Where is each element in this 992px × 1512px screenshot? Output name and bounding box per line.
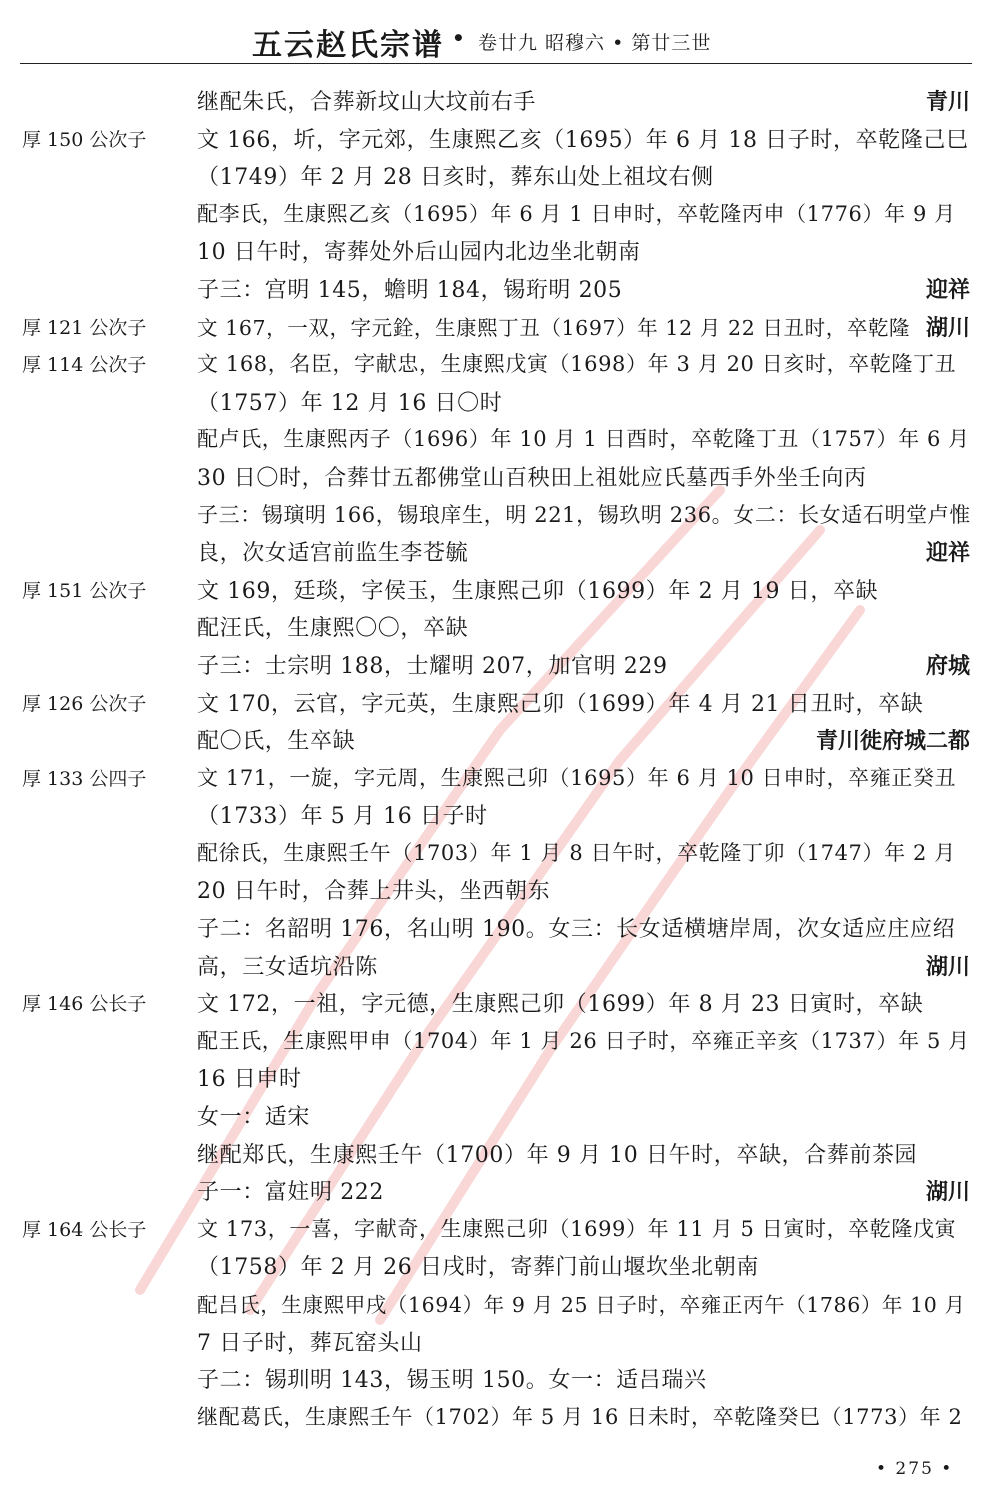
place-name: 湖川 xyxy=(925,314,970,341)
entry-text: 继配葛氏，生康熙壬午（1702）年 5 月 16 日未时，卒乾隆癸巳（1773）年 2 xyxy=(197,1404,963,1429)
place-name: 迎祥 xyxy=(925,276,970,303)
entry-line xyxy=(0,534,992,572)
parent-ref: 厚 151 公次子 xyxy=(22,579,147,602)
header-rule xyxy=(20,63,972,64)
title-separator: • xyxy=(452,26,465,50)
entry-line xyxy=(0,233,992,271)
entry-text: 16 日申时 xyxy=(197,1067,302,1093)
parent-ref: 厚 121 公次子 xyxy=(22,316,147,339)
entry-line xyxy=(0,384,992,422)
entry-line xyxy=(0,1211,992,1249)
entry-text: 30 日〇时，合葬廿五都佛堂山百秧田上祖妣应氏墓西手外坐壬向丙 xyxy=(197,465,867,491)
entry-text: （1733）年 5 月 16 日子时 xyxy=(197,804,488,830)
entry-text: 10 日午时，寄葬处外后山园内北边坐北朝南 xyxy=(197,240,641,266)
place-name: 青川 xyxy=(925,89,970,115)
entry-text: 文 171，一旋，字元周，生康熙己卯（1695）年 6 月 10 日申时，卒雍正癸丑 xyxy=(197,765,957,790)
entry-text: 继配郑氏，生康熙壬午（1700）年 9 月 10 日午时，卒缺，合葬前茶园 xyxy=(197,1142,918,1168)
entry-line xyxy=(0,685,992,723)
entry-line xyxy=(0,835,992,873)
entry-line xyxy=(0,722,992,760)
entry-text: （1749）年 2 月 28 日亥时，葬东山处上祖坟右侧 xyxy=(197,165,714,191)
entry-text: 良，次女适宫前监生李苍毓 xyxy=(197,541,469,567)
page-header xyxy=(0,18,992,62)
place-name: 湖川 xyxy=(925,953,970,980)
place-name: 青川徙府城二都 xyxy=(815,728,970,755)
entry-text: 配徐氏，生康熙壬午（1703）年 1 月 8 日午时，卒乾隆丁卯（1747）年 2 月 xyxy=(197,840,956,865)
entry-line xyxy=(0,421,992,459)
entry-text: 配吕氏，生康熙甲戌（1694）年 9 月 25 日子时，卒雍正丙午（1786）年 10 月 xyxy=(197,1293,966,1317)
parent-ref: 厚 150 公次子 xyxy=(22,128,147,151)
entry-line xyxy=(0,572,992,610)
parent-ref: 厚 164 公长子 xyxy=(22,1218,147,1241)
entry-text: 文 173，一喜，字献奇，生康熙己卯（1699）年 11 月 5 日寅时，卒乾隆戊寅 xyxy=(197,1216,957,1241)
entry-line xyxy=(0,760,992,798)
entry-text: 子二：锡玔明 143，锡玉明 150。女一：适吕瑞兴 xyxy=(197,1368,707,1394)
entry-line xyxy=(0,910,992,948)
entry-line xyxy=(0,1173,992,1211)
entry-text: 文 166，圻，字元郊，生康熙乙亥（1695）年 6 月 18 日子时，卒乾隆己巳 xyxy=(197,127,969,153)
entry-line xyxy=(0,797,992,835)
entry-line xyxy=(0,459,992,497)
entry-line xyxy=(0,948,992,986)
entry-text: 女一：适宋 xyxy=(197,1105,311,1131)
entry-line xyxy=(0,158,992,196)
entry-line xyxy=(0,1248,992,1286)
entry-text: 7 日子时，葬瓦窑头山 xyxy=(197,1330,423,1356)
entry-line xyxy=(0,196,992,234)
entry-text: （1758）年 2 月 26 日戌时，寄葬门前山堰坎坐北朝南 xyxy=(197,1255,759,1281)
entry-text: 子一：富妵明 222 xyxy=(197,1180,384,1206)
entry-text: 配汪氏，生康熙〇〇，卒缺 xyxy=(197,616,469,642)
entry-line xyxy=(0,872,992,910)
entry-line xyxy=(0,1286,992,1324)
entry-text: 继配朱氏，合葬新坟山大坟前右手 xyxy=(197,90,537,115)
entry-line xyxy=(0,83,992,121)
entry-text: 子三：宫明 145，蟾明 184，锡珩明 205 xyxy=(197,277,623,303)
genealogy-entries xyxy=(0,83,992,1436)
entry-line xyxy=(0,1361,992,1399)
entry-text: 子二：名韶明 176，名山明 190。女三：长女适横塘岸周，次女适应庄应绍 xyxy=(197,917,956,943)
entry-line xyxy=(0,1399,992,1437)
entry-line xyxy=(0,985,992,1023)
parent-ref: 厚 126 公次子 xyxy=(22,692,147,715)
place-name: 府城 xyxy=(925,652,970,679)
place-name: 湖川 xyxy=(925,1179,970,1206)
entry-text: 20 日午时，合葬上井头，坐西朝东 xyxy=(197,879,551,905)
entry-text: 子三：士宗明 188，士耀明 207，加官明 229 xyxy=(197,653,668,679)
entry-line xyxy=(0,1098,992,1136)
parent-ref: 厚 114 公次子 xyxy=(22,354,147,377)
entry-line xyxy=(0,1060,992,1098)
entry-line xyxy=(0,1324,992,1362)
entry-line xyxy=(0,497,992,535)
entry-text: 配〇氏，生卒缺 xyxy=(197,729,356,755)
entry-text: 配王氏，生康熙甲申（1704）年 1 月 26 日子时，卒雍正辛亥（1737）年 5 月 xyxy=(197,1028,970,1053)
entry-text: 子三：锡璌明 166，锡琅庠生，明 221，锡玖明 236。女二：长女适石明堂卢惟 xyxy=(197,502,971,527)
parent-ref: 厚 146 公长子 xyxy=(22,993,147,1016)
entry-line xyxy=(0,121,992,159)
entry-text: 文 168，名臣，字献忠，生康熙戊寅（1698）年 3 月 20 日亥时，卒乾隆丁丑 xyxy=(197,352,957,377)
entry-line xyxy=(0,1136,992,1174)
parent-ref: 厚 133 公四子 xyxy=(22,767,147,790)
entry-line xyxy=(0,271,992,309)
entry-line xyxy=(0,309,992,347)
entry-text: 文 172，一祖，字元德，生康熙己卯（1699）年 8 月 23 日寅时，卒缺 xyxy=(197,992,924,1018)
book-title: 五云赵氏宗谱 xyxy=(252,28,444,63)
entry-line xyxy=(0,647,992,685)
entry-text: 高，三女适坑沿陈 xyxy=(197,954,378,980)
entry-text: 文 167，一双，字元銓，生康熙丁丑（1697）年 12 月 22 日丑时，卒乾隆 xyxy=(197,315,911,340)
entry-line xyxy=(0,609,992,647)
volume-subtitle: 卷廿九 昭穆六 • 第廿三世 xyxy=(478,32,712,54)
entry-text: （1757）年 12 月 16 日〇时 xyxy=(197,390,503,416)
entry-text: 文 169，廷琰，字侯玉，生康熙己卯（1699）年 2 月 19 日，卒缺 xyxy=(197,578,879,604)
page-number: • 275 • xyxy=(876,1459,954,1479)
place-name: 迎祥 xyxy=(925,540,970,567)
entry-text: 配李氏，生康熙乙亥（1695）年 6 月 1 日申时，卒乾隆丙申（1776）年 9 月 xyxy=(197,201,956,226)
entry-text: 配卢氏，生康熙丙子（1696）年 10 月 1 日酉时，卒乾隆丁丑（1757）年 6 月 xyxy=(197,427,970,452)
entry-line xyxy=(0,1023,992,1061)
entry-line xyxy=(0,346,992,384)
entry-text: 文 170，云官，字元英，生康熙己卯（1699）年 4 月 21 日丑时，卒缺 xyxy=(197,691,924,717)
